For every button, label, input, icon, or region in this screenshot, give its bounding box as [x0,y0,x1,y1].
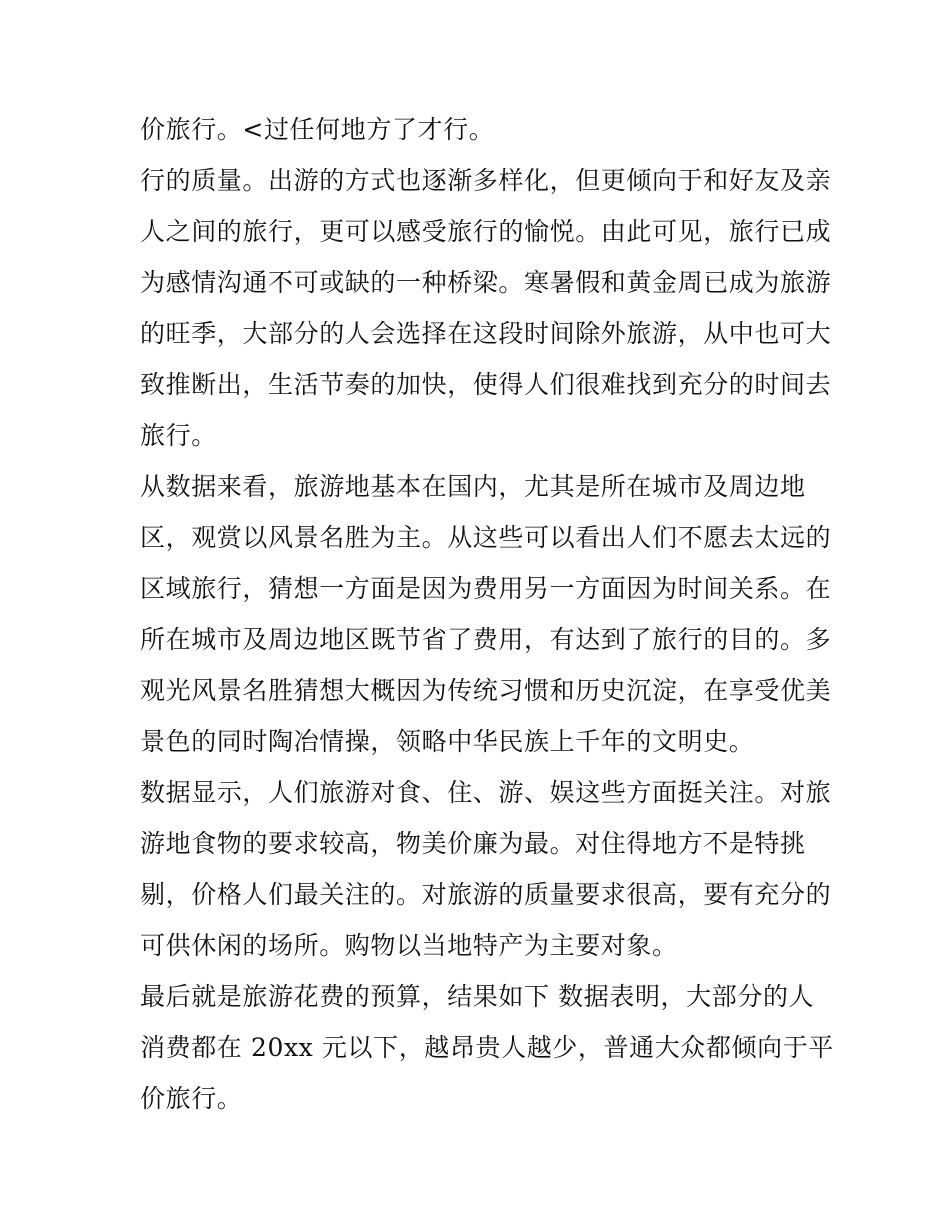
text-line: 为感情沟通不可或缺的一种桥梁。寒暑假和黄金周已成为旅游 [140,268,832,297]
text-line: 区，观赏以风景名胜为主。从这些可以看出人们不愿去太远的 [140,523,832,552]
document-body [140,104,834,1124]
text-line: 从数据来看，旅游地基本在国内，尤其是所在城市及周边地 [140,472,806,501]
text-line: 景色的同时陶冶情操，领略中华民族上千年的文明史。 [140,727,755,756]
text-line: 观光风景名胜猜想大概因为传统习惯和历史沉淀，在享受优美 [140,676,832,705]
text-line: 的旺季，大部分的人会选择在这段时间除外旅游，从中也可大 [140,319,832,348]
text-line: 最后就是旅游花费的预算，结果如下 数据表明，大部分的人 [140,982,815,1011]
text-line: 旅行。 [140,421,217,450]
text-line: 价旅行。<过任何地方了才行。 [140,115,495,144]
text-line: 消费都在 20xx 元以下，越昂贵人越少，普通大众都倾向于平 [140,1033,834,1062]
text-line: 所在城市及周边地区既节省了费用，有达到了旅行的目的。多 [140,625,832,654]
text-line: 行的质量。出游的方式也逐渐多样化，但更倾向于和好友及亲 [140,166,832,195]
text-line: 人之间的旅行，更可以感受旅行的愉悦。由此可见，旅行已成 [140,217,832,246]
text-line: 价旅行。 [140,1084,243,1113]
text-line: 区域旅行，猜想一方面是因为费用另一方面因为时间关系。在 [140,574,832,603]
text-line: 剔，价格人们最关注的。对旅游的质量要求很高，要有充分的 [140,880,832,909]
text-line: 数据显示，人们旅游对食、住、游、娱这些方面挺关注。对旅 [140,778,832,807]
text-line: 致推断出，生活节奏的加快，使得人们很难找到充分的时间去 [140,370,832,399]
text-line: 可供休闲的场所。购物以当地特产为主要对象。 [140,931,678,960]
text-line: 游地食物的要求较高，物美价廉为最。对住得地方不是特挑 [140,829,806,858]
